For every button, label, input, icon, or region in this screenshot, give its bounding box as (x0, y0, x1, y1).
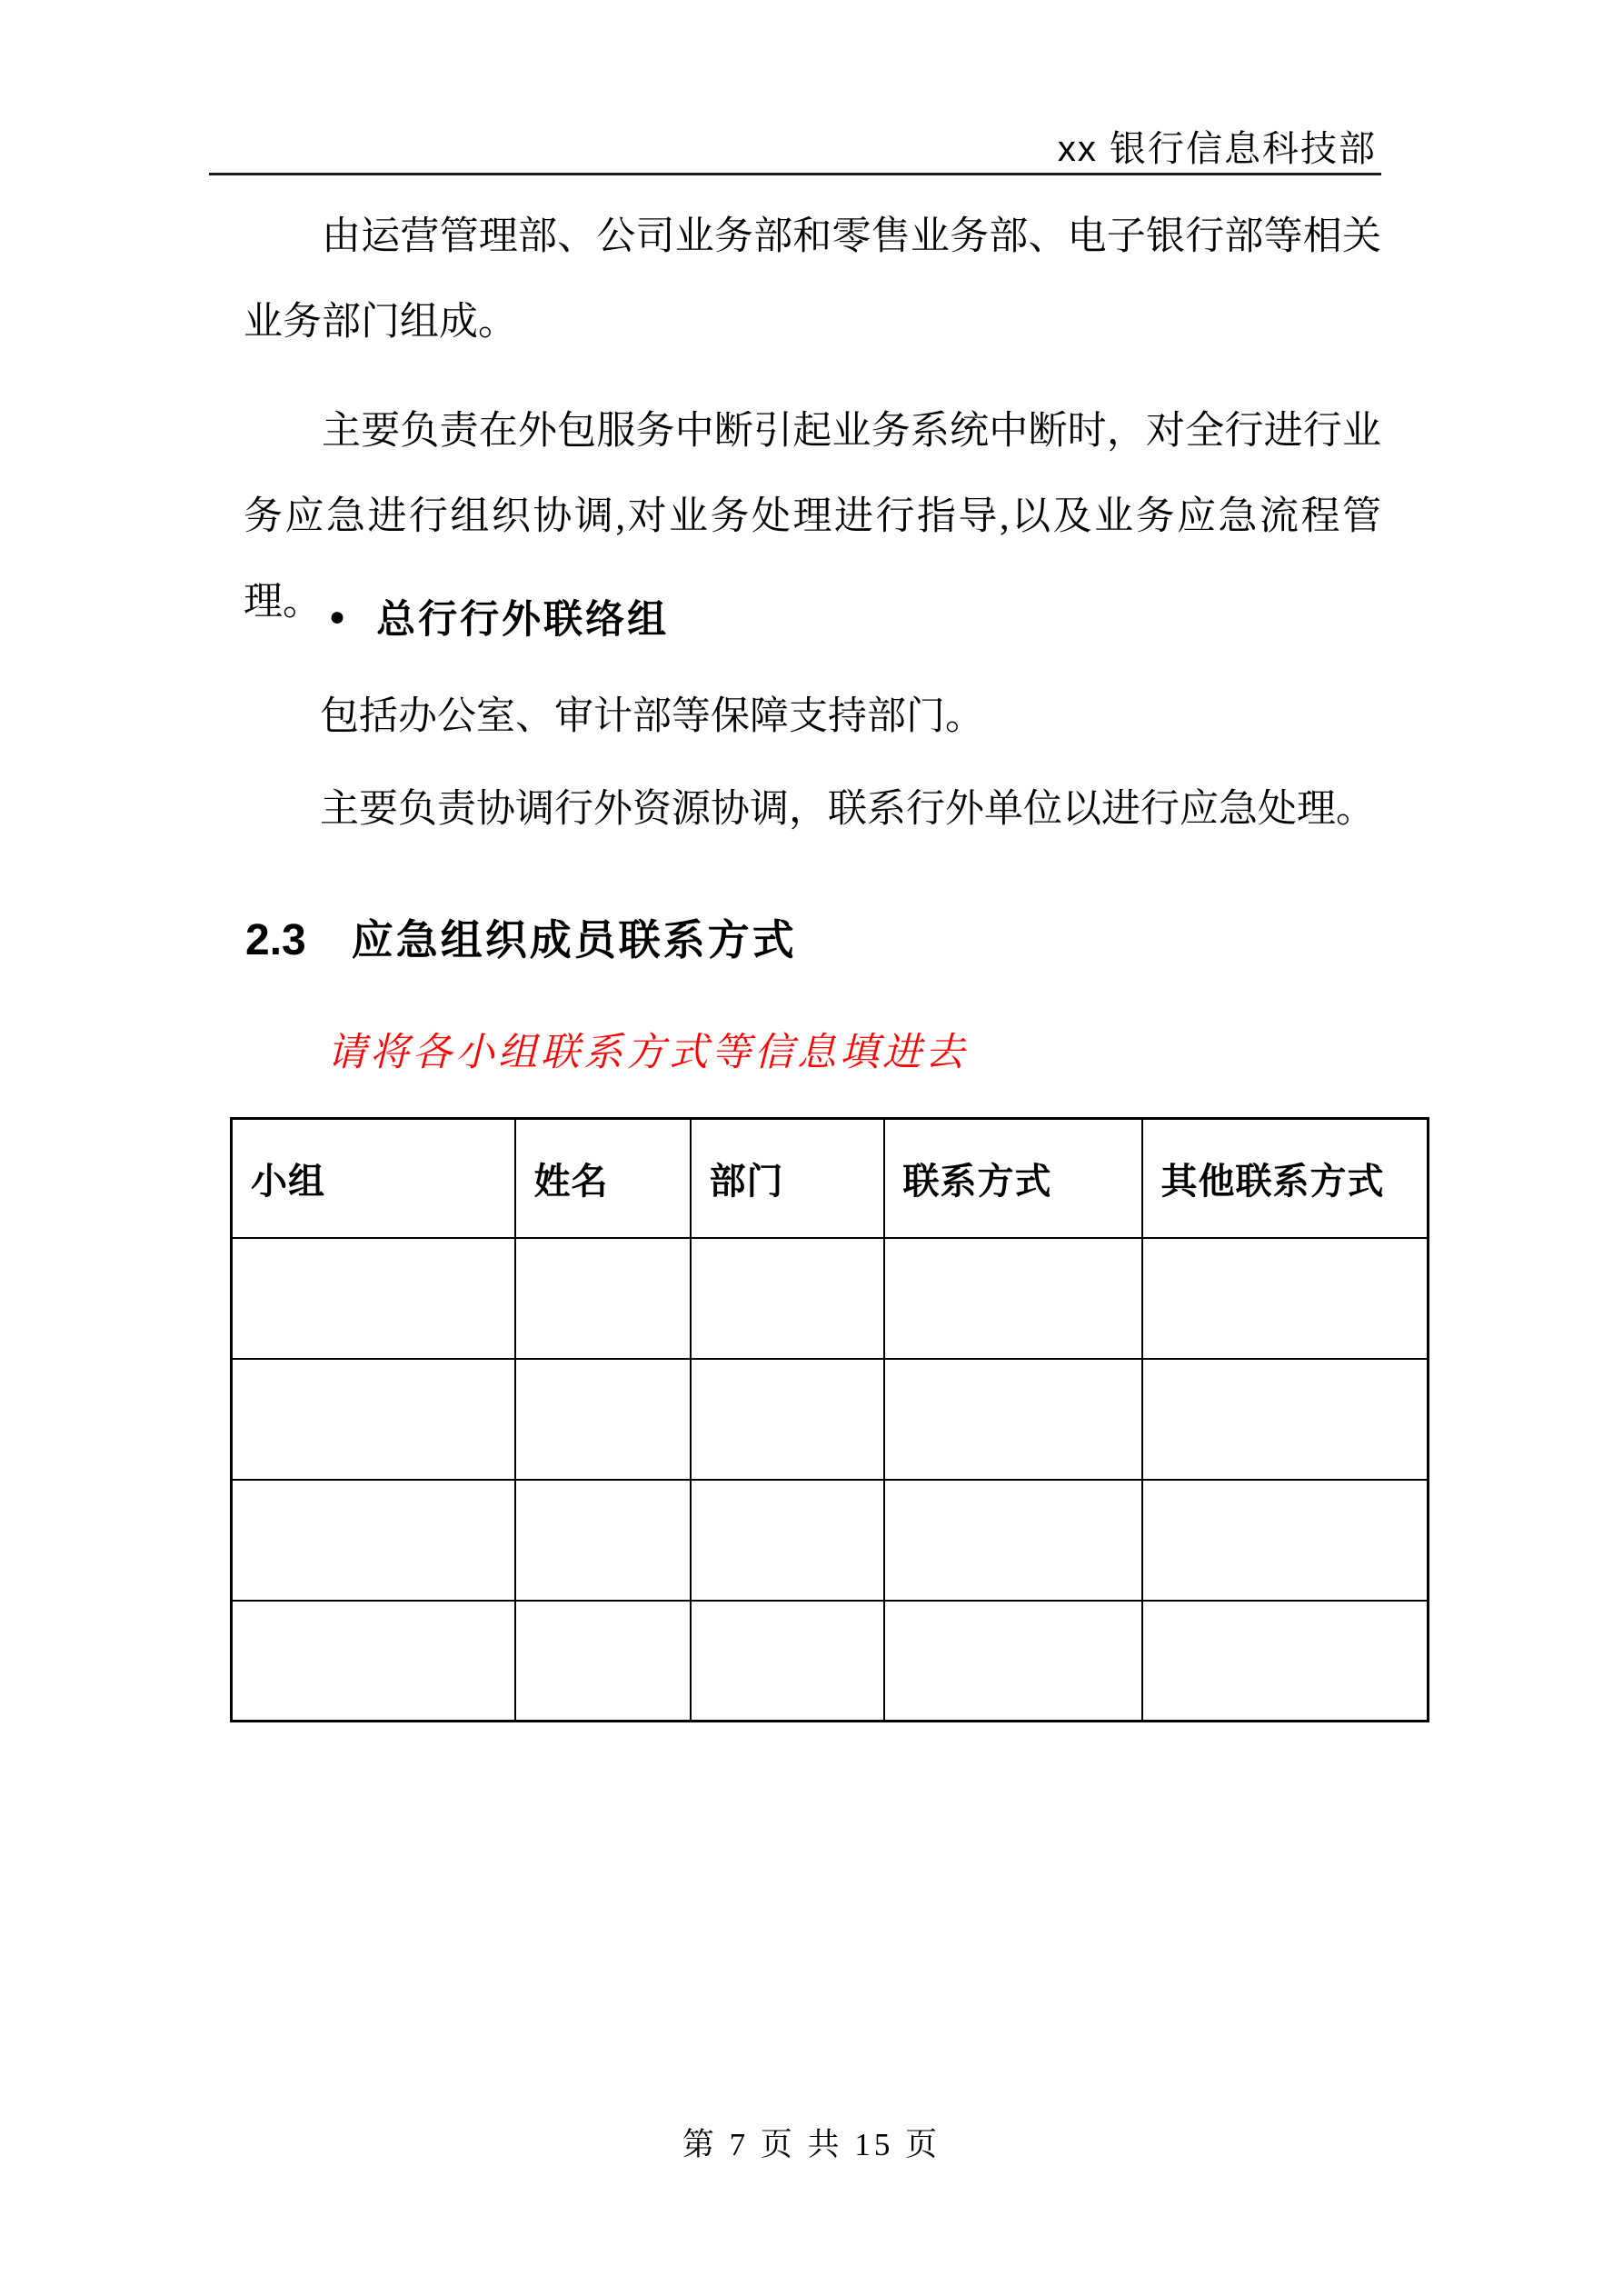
contact-table (230, 1117, 1429, 1722)
table-cell[interactable] (232, 1601, 515, 1722)
page-number-footer: 第 7 页 共 15 页 (682, 2127, 941, 2162)
table-cell[interactable] (691, 1359, 884, 1480)
table-row (232, 1238, 1429, 1359)
table-cell[interactable] (884, 1480, 1142, 1601)
bullet-label: 总行行外联络组 (376, 598, 670, 642)
table-cell[interactable] (691, 1601, 884, 1722)
table-cell[interactable] (1142, 1238, 1429, 1359)
paragraph-department-composition: 由运营管理部、公司业务部和零售业务部、电子银行部等相关业务部门组成。 (244, 215, 1381, 344)
paragraph-responsibility-business: 主要负责在外包服务中断引起业务系统中断时，对全行进行业务应急进行组织协调,对业务处理进行指导,以及业务应急流程管理。 (244, 410, 1381, 624)
table-cell[interactable] (232, 1238, 515, 1359)
column-header-department: 部门 (691, 1119, 884, 1238)
table-cell[interactable] (691, 1480, 884, 1601)
table-cell[interactable] (1142, 1359, 1429, 1480)
fill-in-instruction-note: 请将各小组联系方式等信息填进去 (327, 1032, 968, 1074)
section-title: 应急组织成员联系方式 (351, 916, 797, 963)
header-title: xx 银行信息科技部 (1057, 129, 1377, 169)
table-cell[interactable] (515, 1238, 691, 1359)
section-heading (245, 907, 797, 967)
table-header-row (232, 1119, 1429, 1238)
column-header-name: 姓名 (515, 1119, 691, 1238)
table-cell[interactable] (884, 1238, 1142, 1359)
table-cell[interactable] (515, 1480, 691, 1601)
table-cell[interactable] (232, 1359, 515, 1480)
column-header-other-contact: 其他联系方式 (1142, 1119, 1429, 1238)
table-cell[interactable] (884, 1601, 1142, 1722)
column-header-contact: 联系方式 (884, 1119, 1142, 1238)
table-cell[interactable] (1142, 1601, 1429, 1722)
paragraph-liaison-members: 包括办公室、审计部等保障支持部门。 (320, 695, 984, 738)
paragraph-liaison-responsibility: 主要负责协调行外资源协调，联系行外单位以进行应急处理。 (320, 788, 1375, 831)
table-cell[interactable] (232, 1480, 515, 1601)
table-cell[interactable] (515, 1601, 691, 1722)
table-row (232, 1359, 1429, 1480)
header-divider-line (209, 173, 1381, 175)
bullet-item-liaison-group (329, 589, 669, 644)
section-number: 2.3 (245, 916, 306, 964)
table-cell[interactable] (515, 1359, 691, 1480)
column-header-group: 小组 (232, 1119, 515, 1238)
bullet-icon: ● (329, 601, 346, 632)
table-row (232, 1601, 1429, 1722)
table-row (232, 1480, 1429, 1601)
table-cell[interactable] (1142, 1480, 1429, 1601)
table-cell[interactable] (884, 1359, 1142, 1480)
table-cell[interactable] (691, 1238, 884, 1359)
